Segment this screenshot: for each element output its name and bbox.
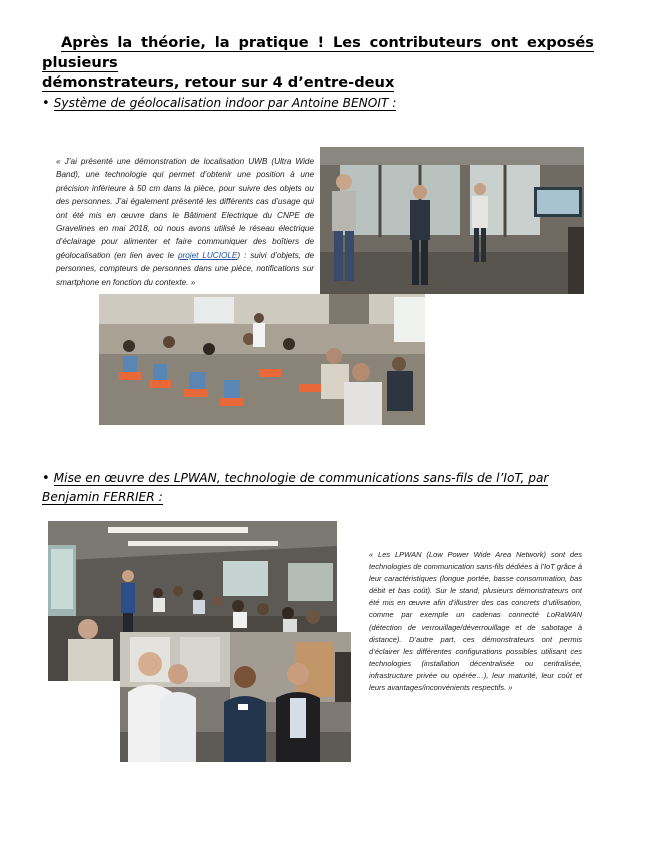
section-1-quote-text: « J’ai présenté une démonstration de localisation UWB (Ultra Wide Band), une technologie qui permet d’obtenir une position à une précision inférieure à 50 cm dans la pièce, pour suivre des objets ou des personnes. J’ai également présenté les différents cas d’usage qui ont été mis en œuvre dans le Bâtiment Electrique du CNPE de Gravelines en mai 2018, où nous avons utilisé le réseau électrique d’éclairage pour alimenter et faire communiquer des boîtiers de géolocalisation (en lien avec le	[56, 157, 314, 260]
bullet-icon: •	[42, 471, 50, 486]
section-2-title	[42, 469, 594, 506]
section-1-quote	[56, 155, 314, 289]
section-1-title-text: Système de géolocalisation indoor par Antoine BENOIT :	[53, 96, 397, 110]
section-2-title-line-1: Mise en œuvre des LPWAN, technologie de communications sans-fils de l’IoT, par	[53, 471, 549, 485]
section-2-quote	[369, 549, 582, 694]
section-2-quote-text: « Les LPWAN (Low Power Wide Area Network) sont des technologies de communication sans-fils dédiées à l’IoT grâce à leur caractéristiques (longue portée, basse consommation, bas débit et bas coût). Sur le stand, plusieurs démonstrateurs ont été mis en œuvre afin d’illustrer des cas concrets d’utilisation, comme par exemple un cadenas connecté LoRaWAN (détection de verrouillage/déverrouillage et de sabotage à distance). D’autre part, ces démonstrateurs ont permis d’éclairer les différentes configurations possibles utilisant ces technologies (installation décentralisée ou centralisée, infrastructure privée ou opérée…), leur maturité, leur coût et leurs avantages/inconvénients respectifs. »	[369, 550, 582, 693]
photo-group-portrait	[120, 632, 351, 762]
section-2-title-line-2: Benjamin FERRIER :	[42, 490, 163, 504]
bullet-icon: •	[42, 96, 50, 111]
projet-luciole-link[interactable]: projet LUCIOLE	[177, 250, 238, 260]
photo-demo-standing	[320, 147, 584, 294]
heading-line-1: Après la théorie, la pratique ! Les contributeurs ont exposés plusieurs	[42, 34, 594, 71]
heading-line-2: démonstrateurs, retour sur 4 d’entre-deux	[42, 74, 395, 91]
section-1-title	[42, 94, 602, 113]
article-heading	[42, 33, 594, 93]
section-1-quote-end: ) : suivi d’objets, de personnes, compteurs de personnes dans une pièce, notifications sur smartphone en fonction du contexte. »	[56, 250, 314, 287]
photo-audience-seated	[99, 294, 425, 425]
